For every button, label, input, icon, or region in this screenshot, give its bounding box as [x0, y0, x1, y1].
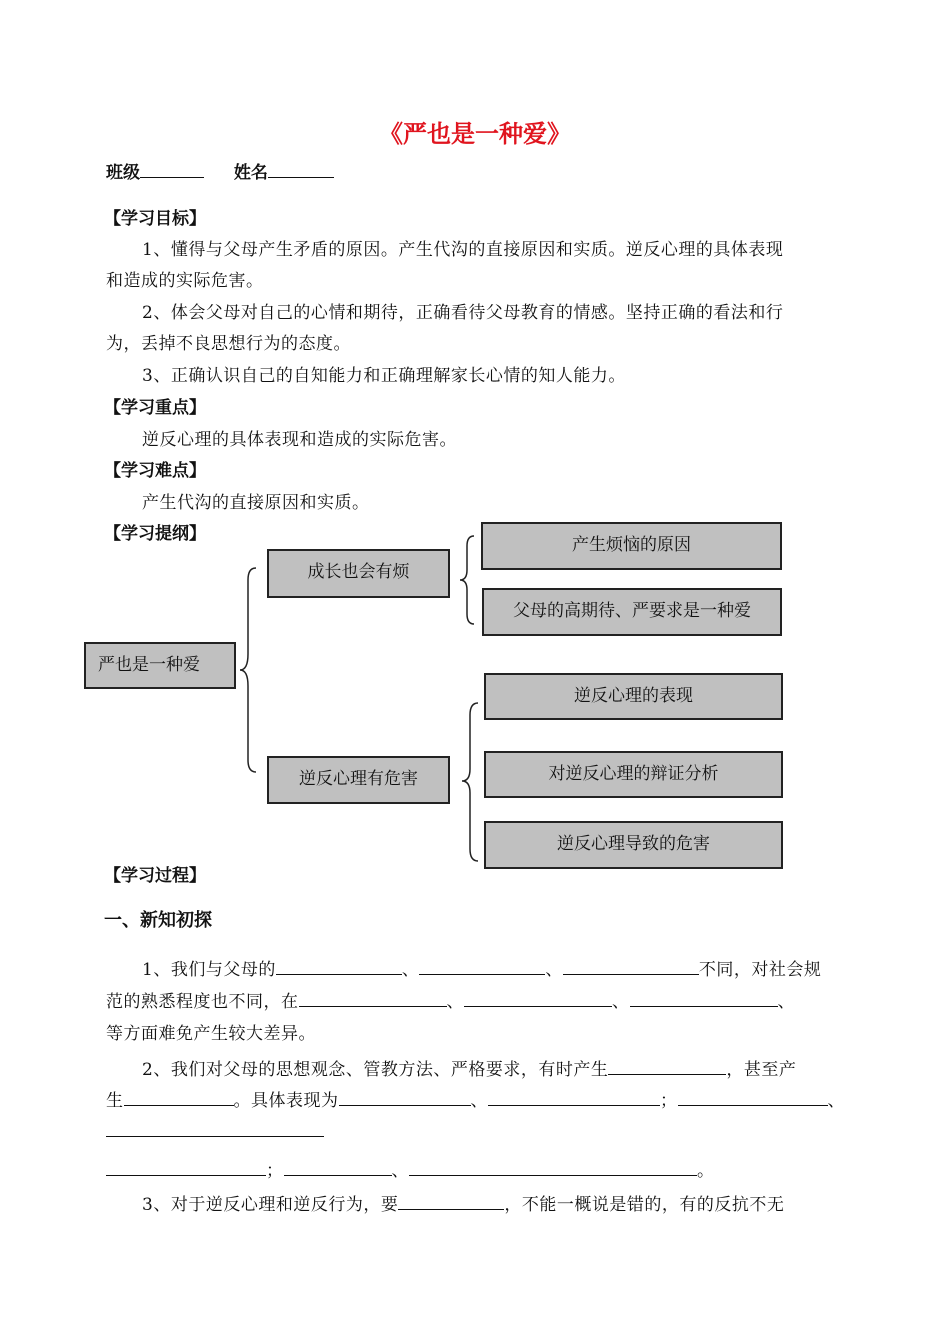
q2-text-d: 。具体表现为 [233, 1091, 339, 1111]
difficulty-heading: 【学习难点】 [104, 461, 206, 481]
name-blank[interactable] [268, 159, 334, 178]
class-blank[interactable] [140, 159, 204, 178]
outline-branch-2-item-1-box [484, 673, 783, 720]
q1-line-1 [142, 955, 821, 980]
q2-line-1 [142, 1055, 796, 1080]
q1-blank-5[interactable] [464, 988, 612, 1007]
q1-blank-4[interactable] [299, 988, 447, 1007]
outline-branch-1-brace [458, 534, 478, 626]
q2-sep-5: 、 [391, 1161, 409, 1181]
q1-blank-6[interactable] [630, 988, 778, 1007]
section-1-heading: 一、新知初探 [104, 910, 212, 931]
page-title: 《严也是一种爱》 [379, 120, 571, 148]
name-label: 姓名 [233, 163, 268, 183]
difficulty-text: 产生代沟的直接原因和实质。 [142, 493, 370, 513]
q2-blank-9[interactable] [409, 1157, 697, 1176]
outline-branch-1-item-2-label: 父母的高期待、严要求是一种爱 [513, 601, 751, 621]
q3-blank-1[interactable] [398, 1191, 504, 1210]
outline-branch-1-item-1-box [481, 522, 782, 570]
q2-blank-8[interactable] [284, 1157, 392, 1176]
outline-branch-2-brace [460, 701, 482, 865]
outline-branch-1-label: 成长也会有烦 [307, 562, 410, 582]
objective-3: 3、正确认识自己的自知能力和正确理解家长心情的知人能力。 [142, 366, 626, 386]
outline-branch-2-item-2-box [484, 751, 783, 798]
q2-sep-3: 、 [827, 1091, 845, 1111]
outline-root-box [84, 642, 236, 689]
process-heading: 【学习过程】 [104, 866, 206, 886]
q1-blank-3[interactable] [563, 956, 699, 975]
q2-blank-3[interactable] [339, 1087, 471, 1106]
q2-line-2 [106, 1086, 845, 1111]
q2-blank-1[interactable] [608, 1056, 726, 1075]
outline-root-label: 严也是一种爱 [98, 655, 200, 675]
q1-text-a: 1、我们与父母的 [142, 960, 276, 980]
q1-text-b: 不同，对社会规 [698, 960, 822, 980]
q3-text-a: 3、对于逆反心理和逆反行为，要 [142, 1195, 399, 1215]
q2-text-c: 生 [106, 1091, 124, 1111]
objective-1-line-2: 和造成的实际危害。 [106, 271, 264, 291]
q1-sep-1: 、 [401, 960, 420, 980]
q2-blank-7[interactable] [106, 1157, 266, 1176]
outline-branch-2-box [267, 756, 450, 804]
q1-line-2 [106, 987, 795, 1012]
class-name-line [106, 158, 334, 183]
q2-blank-5[interactable] [678, 1087, 828, 1106]
outline-branch-1-item-1-label: 产生烦恼的原因 [572, 535, 691, 555]
outline-root-brace [238, 566, 260, 774]
objective-2-line-1: 2、体会父母对自己的心情和期待，正确看待父母教育的情感。坚持正确的看法和行 [142, 303, 784, 323]
q1-sep-2: 、 [545, 960, 563, 980]
q2-line-3 [106, 1118, 324, 1142]
outline-heading: 【学习提纲】 [104, 524, 206, 544]
q2-text-b: ，甚至产 [726, 1060, 797, 1080]
objective-2-line-2: 为，丢掉不良思想行为的态度。 [106, 334, 351, 354]
q2-blank-2[interactable] [124, 1087, 234, 1106]
q1-sep-5: 、 [777, 992, 795, 1012]
outline-branch-2-item-3-label: 逆反心理导致的危害 [557, 834, 710, 854]
q2-end: 。 [697, 1161, 715, 1181]
objectives-heading: 【学习目标】 [104, 209, 206, 229]
q1-blank-1[interactable] [276, 956, 402, 975]
q2-line-4 [106, 1156, 715, 1181]
q1-text-c: 范的熟悉程度也不同，在 [106, 992, 299, 1012]
outline-branch-2-item-2-label: 对逆反心理的辩证分析 [548, 764, 719, 784]
q1-blank-2[interactable] [419, 956, 545, 975]
class-label: 班级 [106, 163, 140, 183]
outline-branch-1-item-2-box [482, 588, 782, 636]
q2-text-a: 2、我们对父母的思想观念、管教方法、严格要求，有时产生 [142, 1060, 609, 1080]
q2-blank-6[interactable] [106, 1118, 324, 1137]
q2-blank-4[interactable] [488, 1087, 660, 1106]
objective-1-line-1: 1、懂得与父母产生矛盾的原因。产生代沟的直接原因和实质。逆反心理的具体表现 [142, 240, 784, 260]
outline-branch-1-box [267, 549, 450, 598]
outline-branch-2-item-3-box [484, 821, 783, 869]
q1-sep-4: 、 [612, 992, 630, 1012]
focus-text: 逆反心理的具体表现和造成的实际危害。 [142, 430, 457, 450]
q1-line-3: 等方面难免产生较大差异。 [106, 1024, 316, 1044]
outline-branch-2-item-1-label: 逆反心理的表现 [574, 686, 693, 706]
q3-text-b: ，不能一概说是错的，有的反抗不无 [504, 1195, 785, 1215]
focus-heading: 【学习重点】 [104, 398, 206, 418]
q2-sep-1: 、 [470, 1091, 488, 1111]
q2-sep-4: ； [266, 1161, 284, 1181]
q2-sep-2: ； [660, 1091, 678, 1111]
outline-branch-2-label: 逆反心理有危害 [299, 769, 418, 789]
q3-line-1 [142, 1190, 784, 1215]
q1-sep-3: 、 [446, 992, 464, 1012]
